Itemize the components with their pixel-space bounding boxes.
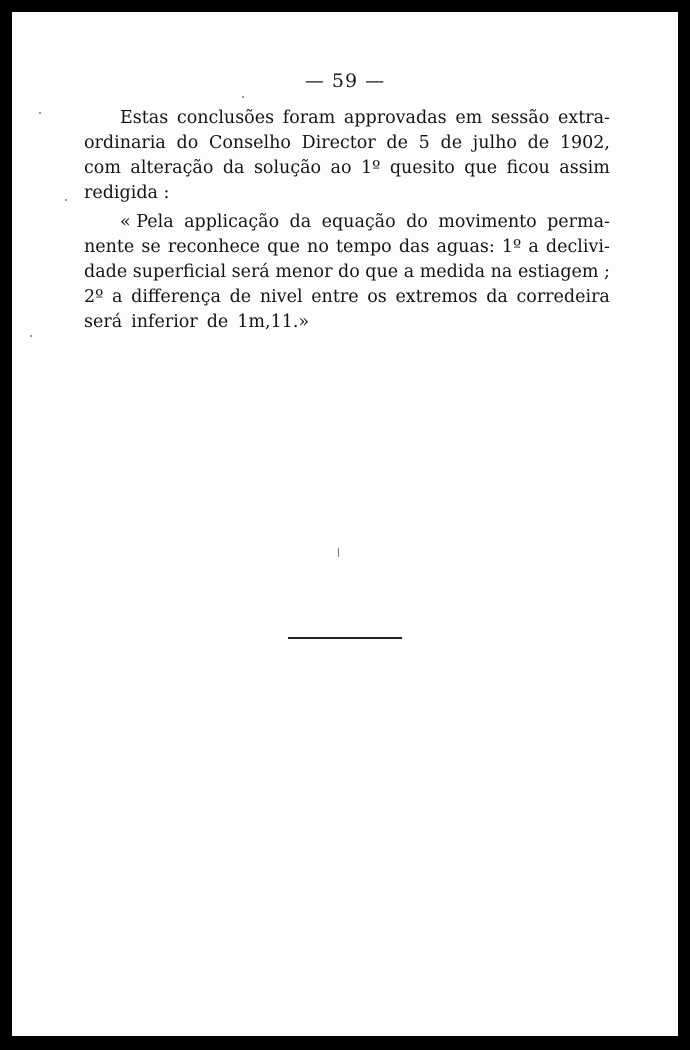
print-speck (39, 112, 41, 114)
word: os (367, 287, 387, 307)
word: de (229, 287, 252, 307)
word: com (84, 158, 121, 178)
word: de (206, 312, 229, 332)
word: perma- (547, 212, 610, 232)
word: se (141, 237, 161, 257)
text-line (84, 181, 610, 206)
paragraph-quoted-resolution (84, 210, 610, 335)
word: sessão (490, 108, 550, 128)
word: foram (282, 108, 336, 128)
text-line (84, 285, 610, 310)
book-page (12, 12, 678, 1036)
word: da (222, 158, 245, 178)
word: menor (275, 262, 333, 282)
word: quesito (389, 158, 455, 178)
word: inferior (131, 312, 198, 332)
word: Estas (120, 108, 169, 128)
text-line (84, 156, 610, 181)
text-line (84, 310, 610, 335)
word: equação (321, 212, 396, 232)
word: approvadas (343, 108, 447, 128)
word: differença (131, 287, 221, 307)
print-speck (242, 96, 244, 98)
word: que (267, 237, 300, 257)
word: solução (253, 158, 322, 178)
text-line (84, 106, 610, 131)
word: em (455, 108, 483, 128)
word: estiagem ; (517, 262, 610, 282)
word: 1º (360, 158, 381, 178)
page-number: — 59 — (304, 70, 386, 92)
word: de (440, 133, 463, 153)
word: julho (472, 133, 517, 153)
word: movimento (438, 212, 537, 232)
word: da (486, 287, 508, 307)
word: medida (419, 262, 486, 282)
text-line (84, 210, 610, 235)
word: conclusões (176, 108, 275, 128)
word: do que (338, 262, 399, 282)
word: na (490, 262, 513, 282)
word: 1902, (559, 133, 610, 153)
word: nente (84, 237, 135, 257)
word: das (398, 237, 430, 257)
word: corredeira (516, 287, 610, 307)
word: 2º (84, 287, 104, 307)
word: que (464, 158, 498, 178)
word: tempo (335, 237, 392, 257)
word: extra- (557, 108, 610, 128)
word: de (527, 133, 550, 153)
word: será (84, 312, 123, 332)
word: ficou (506, 158, 550, 178)
word: do (406, 212, 428, 232)
word: entre (311, 287, 359, 307)
word: será (231, 262, 270, 282)
word: applicação (184, 212, 280, 232)
end-rule (288, 637, 402, 639)
word: extremos (395, 287, 478, 307)
word: a (528, 237, 539, 257)
print-speck (30, 335, 32, 337)
word: assim (559, 158, 610, 178)
print-speck (65, 199, 67, 201)
word: aguas: (436, 237, 495, 257)
word: 1m,11.» (237, 312, 310, 332)
word: 5 (418, 133, 430, 153)
word: Conselho (208, 133, 291, 153)
word: dade (84, 262, 128, 282)
word: de (386, 133, 408, 153)
word: alteração (130, 158, 214, 178)
word: reconhece (167, 237, 260, 257)
text-line (84, 131, 610, 156)
word: ao (330, 158, 352, 178)
word: redigida : (84, 183, 170, 203)
paragraph-conclusions (84, 106, 610, 206)
word: 1º (501, 237, 522, 257)
word: nivel (259, 287, 303, 307)
text-line (84, 235, 610, 260)
word: « Pela (120, 212, 174, 232)
word: no (307, 237, 329, 257)
word: da (289, 212, 312, 232)
word: ordinaria (84, 133, 166, 153)
word: declivi- (545, 237, 610, 257)
word: superficial (132, 262, 227, 282)
print-speck (338, 548, 339, 557)
word: do (176, 133, 199, 153)
text-line (84, 260, 610, 285)
word: a (403, 262, 415, 282)
word: Director (301, 133, 376, 153)
word: a (112, 287, 123, 307)
